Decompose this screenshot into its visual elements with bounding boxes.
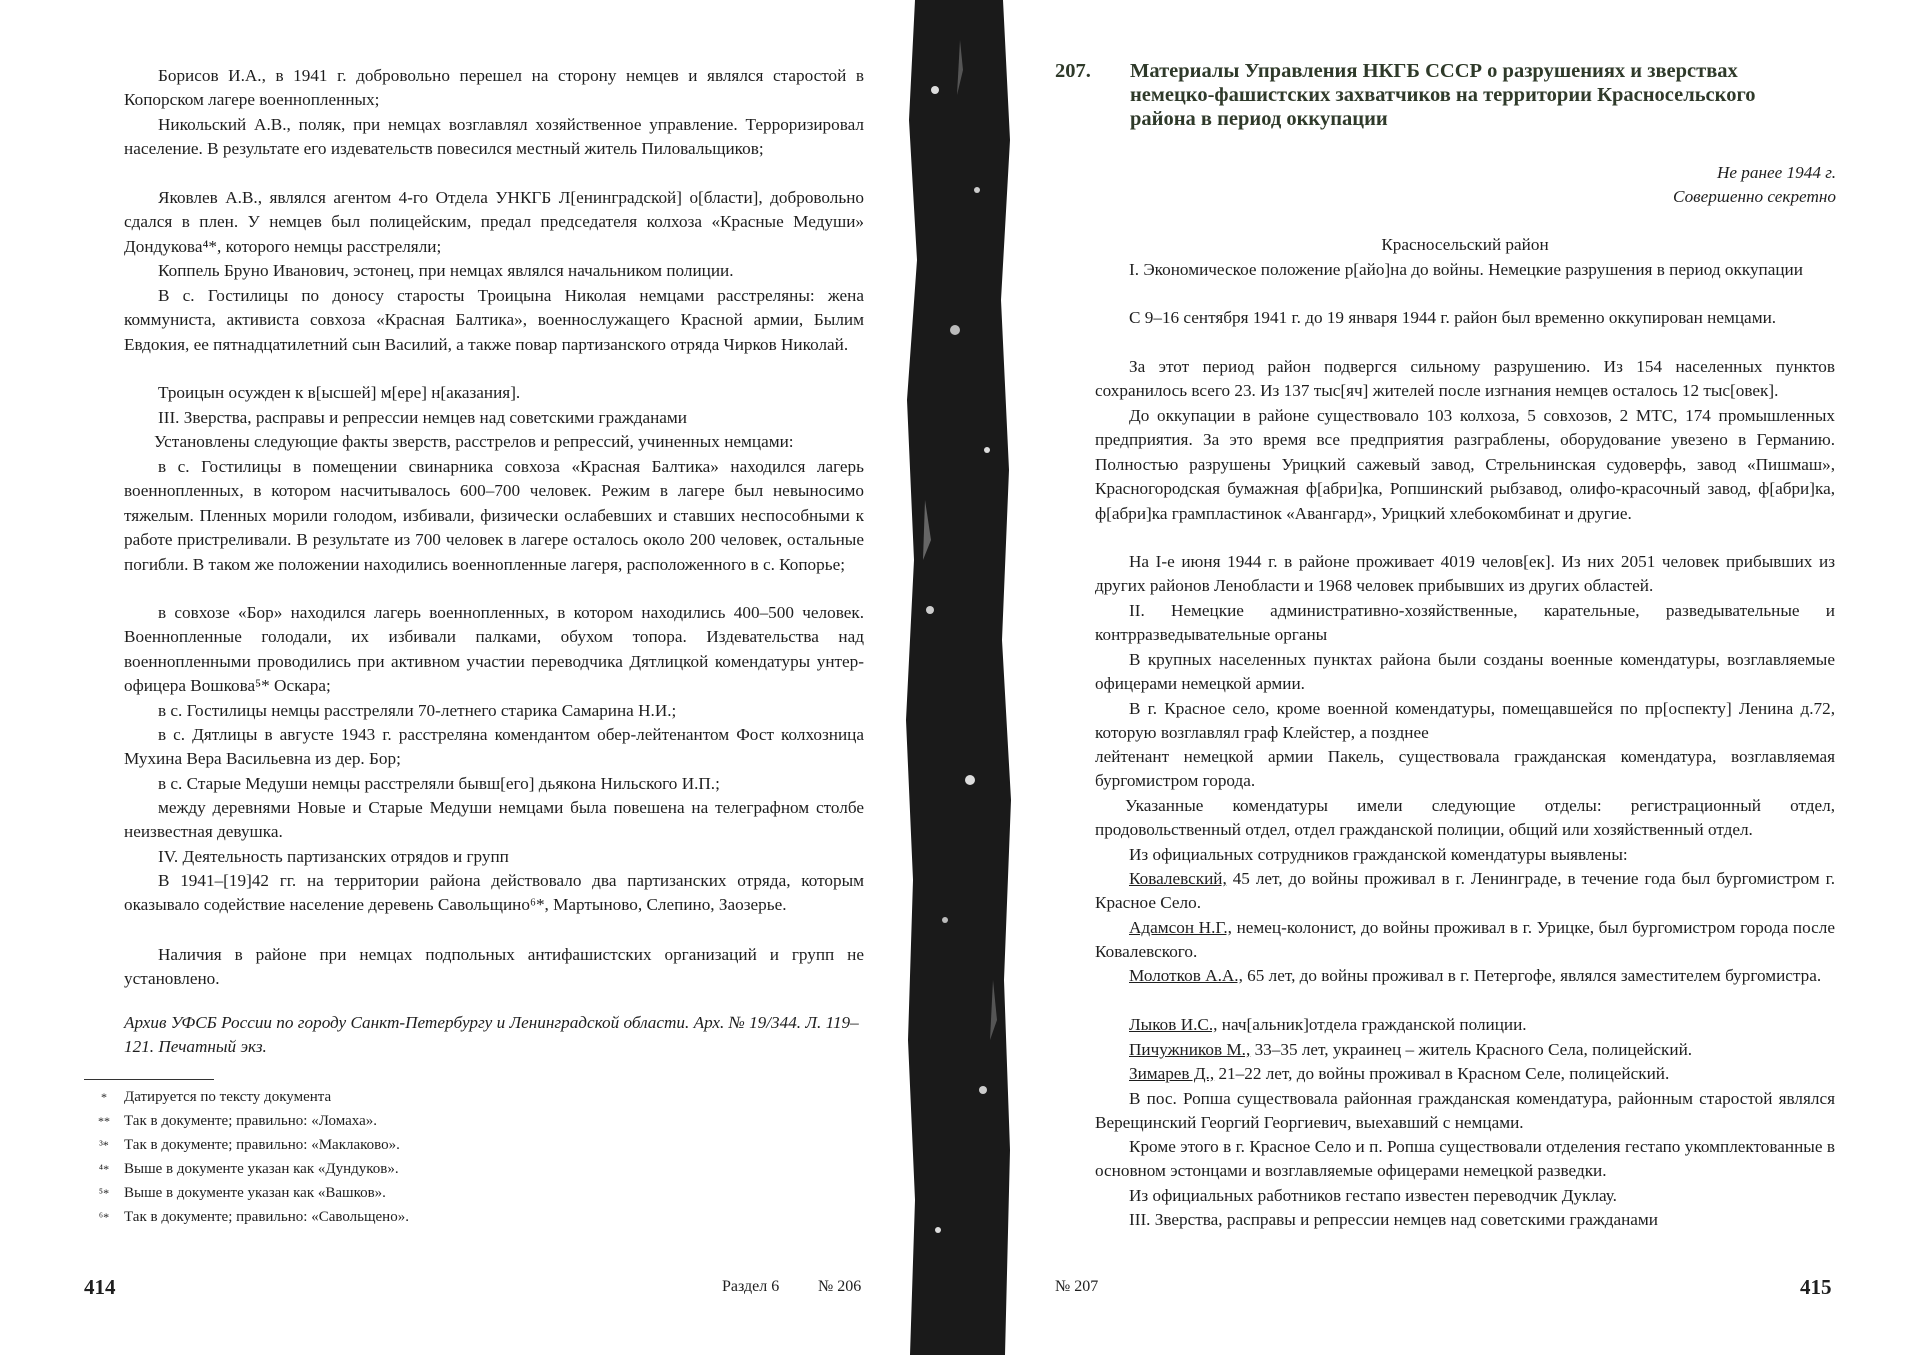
right-section-heading: II. Немецкие административно-хозяйственные, карательные, разведывательные и контрразведывательные органы: [1095, 601, 1835, 645]
folio-right: 415: [1800, 1275, 1832, 1299]
footnote-text: Выше в документе указан как «Дундуков».: [124, 1161, 399, 1177]
person-details: немец-колонист, до войны проживал в г. Урицке, был бургомистром города после Ковалевского.: [1095, 918, 1835, 962]
left-paragraph: между деревнями Новые и Старые Медуши немцами была повешена на телеграфном столбе неизвестная девушка.: [124, 798, 864, 842]
footnote-text: Так в документе; правильно: «Ломаха».: [124, 1113, 377, 1129]
footnote-text: Так в документе; правильно: «Савольщено».: [124, 1209, 409, 1225]
person-entry: [1095, 1062, 1835, 1086]
left-paragraph: в совхозе «Бор» находился лагерь военнопленных, в котором находились 400–500 человек. Военнопленные голодали, их избивали палками, обухом топора. Издевательства над военнопленными проводились при активном участии переводчика Дятлицкой комендатуры унтер-офицера Вошкова⁵* Оскара;: [124, 603, 864, 696]
left-paragraph: Установлены следующие факты зверств, расстрелов и репрессий, учиненных немцами:: [154, 432, 794, 451]
right-paragraph: До оккупации в районе существовало 103 колхоза, 5 совхозов, 2 МТС, 174 промышленных предприятия. За это время все предприятия разграблены, оборудование увезено в Германию. Полностью разрушены Урицкий сажевый завод, Стрельнинская судоверфь, завод «Пишмаш», Красногородская бумажная ф[абри]ка, Ропшинский рыбзавод, олифо-красочный завод, ф[абри]ка, ф[абри]ка грампластинок «Авангард», Урицкий хлебокомбинат и другие.: [1095, 406, 1835, 523]
running-head-doc-left: № 206: [818, 1278, 862, 1295]
person-entry: [1095, 964, 1835, 988]
footnote: [84, 1109, 844, 1133]
person-entry: [1095, 1038, 1835, 1062]
person-entry: [1095, 867, 1835, 916]
archive-citation: Архив УФСБ России по городу Санкт-Петербургу и Ленинградской области. Арх. № 19/344. Л. 119–121. Печатный экз.: [124, 1013, 859, 1057]
person-name: Лыков И.С.,: [1129, 1015, 1218, 1034]
footnote-rule: [84, 1079, 214, 1080]
person-name: Зимарев Д.,: [1129, 1064, 1215, 1083]
right-paragraph: В пос. Ропша существовала районная гражданская комендатура, районным старостой являлся Верещинский Георгий Георгиевич, выехавший с немцами.: [1095, 1089, 1835, 1133]
footnote-text: Датируется по тексту документа: [124, 1089, 332, 1105]
footnote-mark: ⁶*: [98, 1210, 110, 1224]
footnote-mark: **: [98, 1114, 110, 1128]
document-number: 207.: [1055, 60, 1091, 82]
person-details: 21–22 лет, до войны проживал в Красном Селе, полицейский.: [1214, 1064, 1670, 1083]
right-paragraph: I. Экономическое положение р[айо]на до войны. Немецкие разрушения в период оккупации: [1129, 260, 1803, 279]
document-date: Не ранее 1944 г.: [1716, 163, 1836, 182]
person-details: 65 лет, до войны проживал в г. Петергофе, являлся заместителем бургомистра.: [1242, 966, 1822, 985]
left-paragraph: В с. Гостилицы по доносу старосты Троицына Николая немцами расстреляны: жена коммуниста, активиста совхоза «Красная Балтика», военнослужащего Красной армии, Былим Евдокия, ее пятнадцатилетний сын Василий, а также повар партизанского отряда Чирков Николай.: [124, 286, 864, 354]
left-section-heading: III. Зверства, расправы и репрессии немцев над советскими гражданами: [158, 408, 687, 427]
right-paragraph: Из официальных сотрудников гражданской комендатуры выявлены:: [1129, 845, 1628, 864]
right-paragraph: Указанные комендатуры имели следующие отделы: регистрационный отдел, продовольственный отдел, отдел гражданской полиции, общий или хозяйственный отдел.: [1095, 796, 1835, 840]
person-entry: [1095, 916, 1835, 965]
left-paragraph: Яковлев А.В., являлся агентом 4-го Отдела УНКГБ Л[енинградской] о[бласти], добровольно сдался в плен. У немцев был полицейским, предал председателя колхоза «Красные Медуши» Дондукова⁴*, которого немцы расстреляли;: [124, 188, 864, 256]
left-paragraph: в с. Гостилицы в помещении свинарника совхоза «Красная Балтика» находился лагерь военнопленных, в котором насчитывалось 600–700 человек. Режим в лагере был невыносимо тяжелым. Пленных морили голодом, избивали, физически ослабевших и ставших неспособными к работе пристреливали. В результате из 700 человек в лагере осталось около 200 человек, остальные погибли. В таком же положении находились военнопленные лагеря, расположенного в с. Копорье;: [124, 457, 864, 574]
footnote-mark: ⁴*: [98, 1162, 110, 1176]
folio-left: 414: [84, 1275, 116, 1299]
right-paragraph: В г. Красное село, кроме военной комендатуры, помещавшейся по пр[оспекту] Ленина д.72, которую возглавлял граф Клейстер, а позднее: [1095, 699, 1835, 743]
person-name: Ковалевский,: [1129, 869, 1227, 888]
running-head-section: Раздел 6: [722, 1278, 780, 1295]
person-details: нач[альник]отдела гражданской полиции.: [1217, 1015, 1527, 1034]
footnotes: [84, 1085, 844, 1229]
book-spine-shadow: [905, 0, 1015, 1355]
footnote-mark: ⁵*: [98, 1186, 110, 1200]
right-section-heading: III. Зверства, расправы и репрессии немцев над советскими гражданами: [1129, 1210, 1658, 1229]
person-name: Молотков А.А.,: [1129, 966, 1243, 985]
person-name: Адамсон Н.Г.,: [1129, 918, 1232, 937]
footnote: [84, 1085, 844, 1109]
left-paragraph: Наличия в районе при немцах подпольных антифашистских организаций и групп не установлено.: [124, 945, 864, 989]
footnote-mark: ³*: [99, 1138, 109, 1152]
left-paragraph: В 1941–[19]42 гг. на территории района действовало два партизанских отряда, которым оказывало содействие население деревень Савольщино⁶*, Мартыново, Слепино, Заозерье.: [124, 871, 864, 915]
right-paragraph: Кроме этого в г. Красное Село и п. Ропша существовали отделения гестапо укомплектованные в основном эстонцами и возглавляемые офицерами немецкой разведки.: [1095, 1137, 1835, 1181]
footnote: [84, 1181, 844, 1205]
secrecy-stamp: Совершенно секретно: [1672, 187, 1836, 206]
left-paragraph: Коппель Бруно Иванович, эстонец, при немцах являлся начальником полиции.: [158, 261, 734, 280]
spine-texture: [905, 0, 1015, 1355]
running-head-doc-right: № 207: [1055, 1278, 1099, 1295]
left-paragraph: в с. Гостилицы немцы расстреляли 70-летнего старика Самарина Н.И.;: [158, 701, 677, 720]
footnote: [84, 1133, 844, 1157]
document-title: Материалы Управления НКГБ СССР о разрушениях и зверствах немецко-фашистских захватчиков на территории Красносельского района в период оккупации: [1130, 60, 1756, 130]
district-heading: Красносельский район: [1381, 235, 1549, 254]
person-details: 33–35 лет, украинец – житель Красного Села, полицейский.: [1250, 1040, 1693, 1059]
left-paragraph: Никольский А.В., поляк, при немцах возглавлял хозяйственное управление. Терроризировал население. В результате его издевательств повесился местный житель Пиловальщиков;: [124, 115, 864, 159]
right-paragraph: В крупных населенных пунктах района были созданы военные комендатуры, возглавляемые офицерами немецкой армии.: [1095, 650, 1835, 694]
left-paragraph: в с. Дятлицы в августе 1943 г. расстреляна комендантом обер-лейтенантом Фост колхозница Мухина Вера Васильевна из дер. Бор;: [124, 725, 864, 769]
right-paragraph: С 9–16 сентября 1941 г. до 19 января 1944 г. район был временно оккупирован немцами.: [1129, 308, 1777, 327]
right-paragraph: На I-е июня 1944 г. в районе проживает 4019 челов[ек]. Из них 2051 человек прибывших из других районов Ленобласти и 1968 человек прибывших из других областей.: [1095, 552, 1835, 596]
right-paragraph: За этот период район подвергся сильному разрушению. Из 154 населенных пунктов сохранилось всего 23. Из 137 тыс[яч] жителей после изгнания немцев осталось 12 тыс[овек].: [1095, 357, 1835, 401]
footnote-mark: *: [101, 1090, 107, 1104]
footnote: [84, 1157, 844, 1181]
person-entry: [1095, 1013, 1835, 1037]
right-paragraph: лейтенант немецкой армии Пакель, существовала гражданская комендатура, возглавляемая бургомистром города.: [1095, 747, 1835, 791]
footnote-text: Выше в документе указан как «Вашков».: [124, 1185, 386, 1201]
footnote-text: Так в документе; правильно: «Маклаково».: [124, 1137, 400, 1153]
left-paragraph: Борисов И.А., в 1941 г. добровольно перешел на сторону немцев и являлся старостой в Копорском лагере военнопленных;: [124, 66, 864, 110]
left-paragraph: в с. Старые Медуши немцы расстреляли бывш[его] дьякона Нильского И.П.;: [158, 774, 720, 793]
person-name: Пичужников М.,: [1129, 1040, 1251, 1059]
footnote: [84, 1205, 844, 1229]
left-section-heading: IV. Деятельность партизанских отрядов и групп: [158, 847, 509, 866]
right-paragraph: Из официальных работников гестапо известен переводчик Дуклау.: [1129, 1186, 1617, 1205]
left-paragraph: Троицын осужден к в[ысшей] м[ере] н[аказания].: [158, 383, 521, 402]
person-details: 45 лет, до войны проживал в г. Ленинграде, в течение года был бургомистром г. Красное Село.: [1095, 869, 1835, 913]
